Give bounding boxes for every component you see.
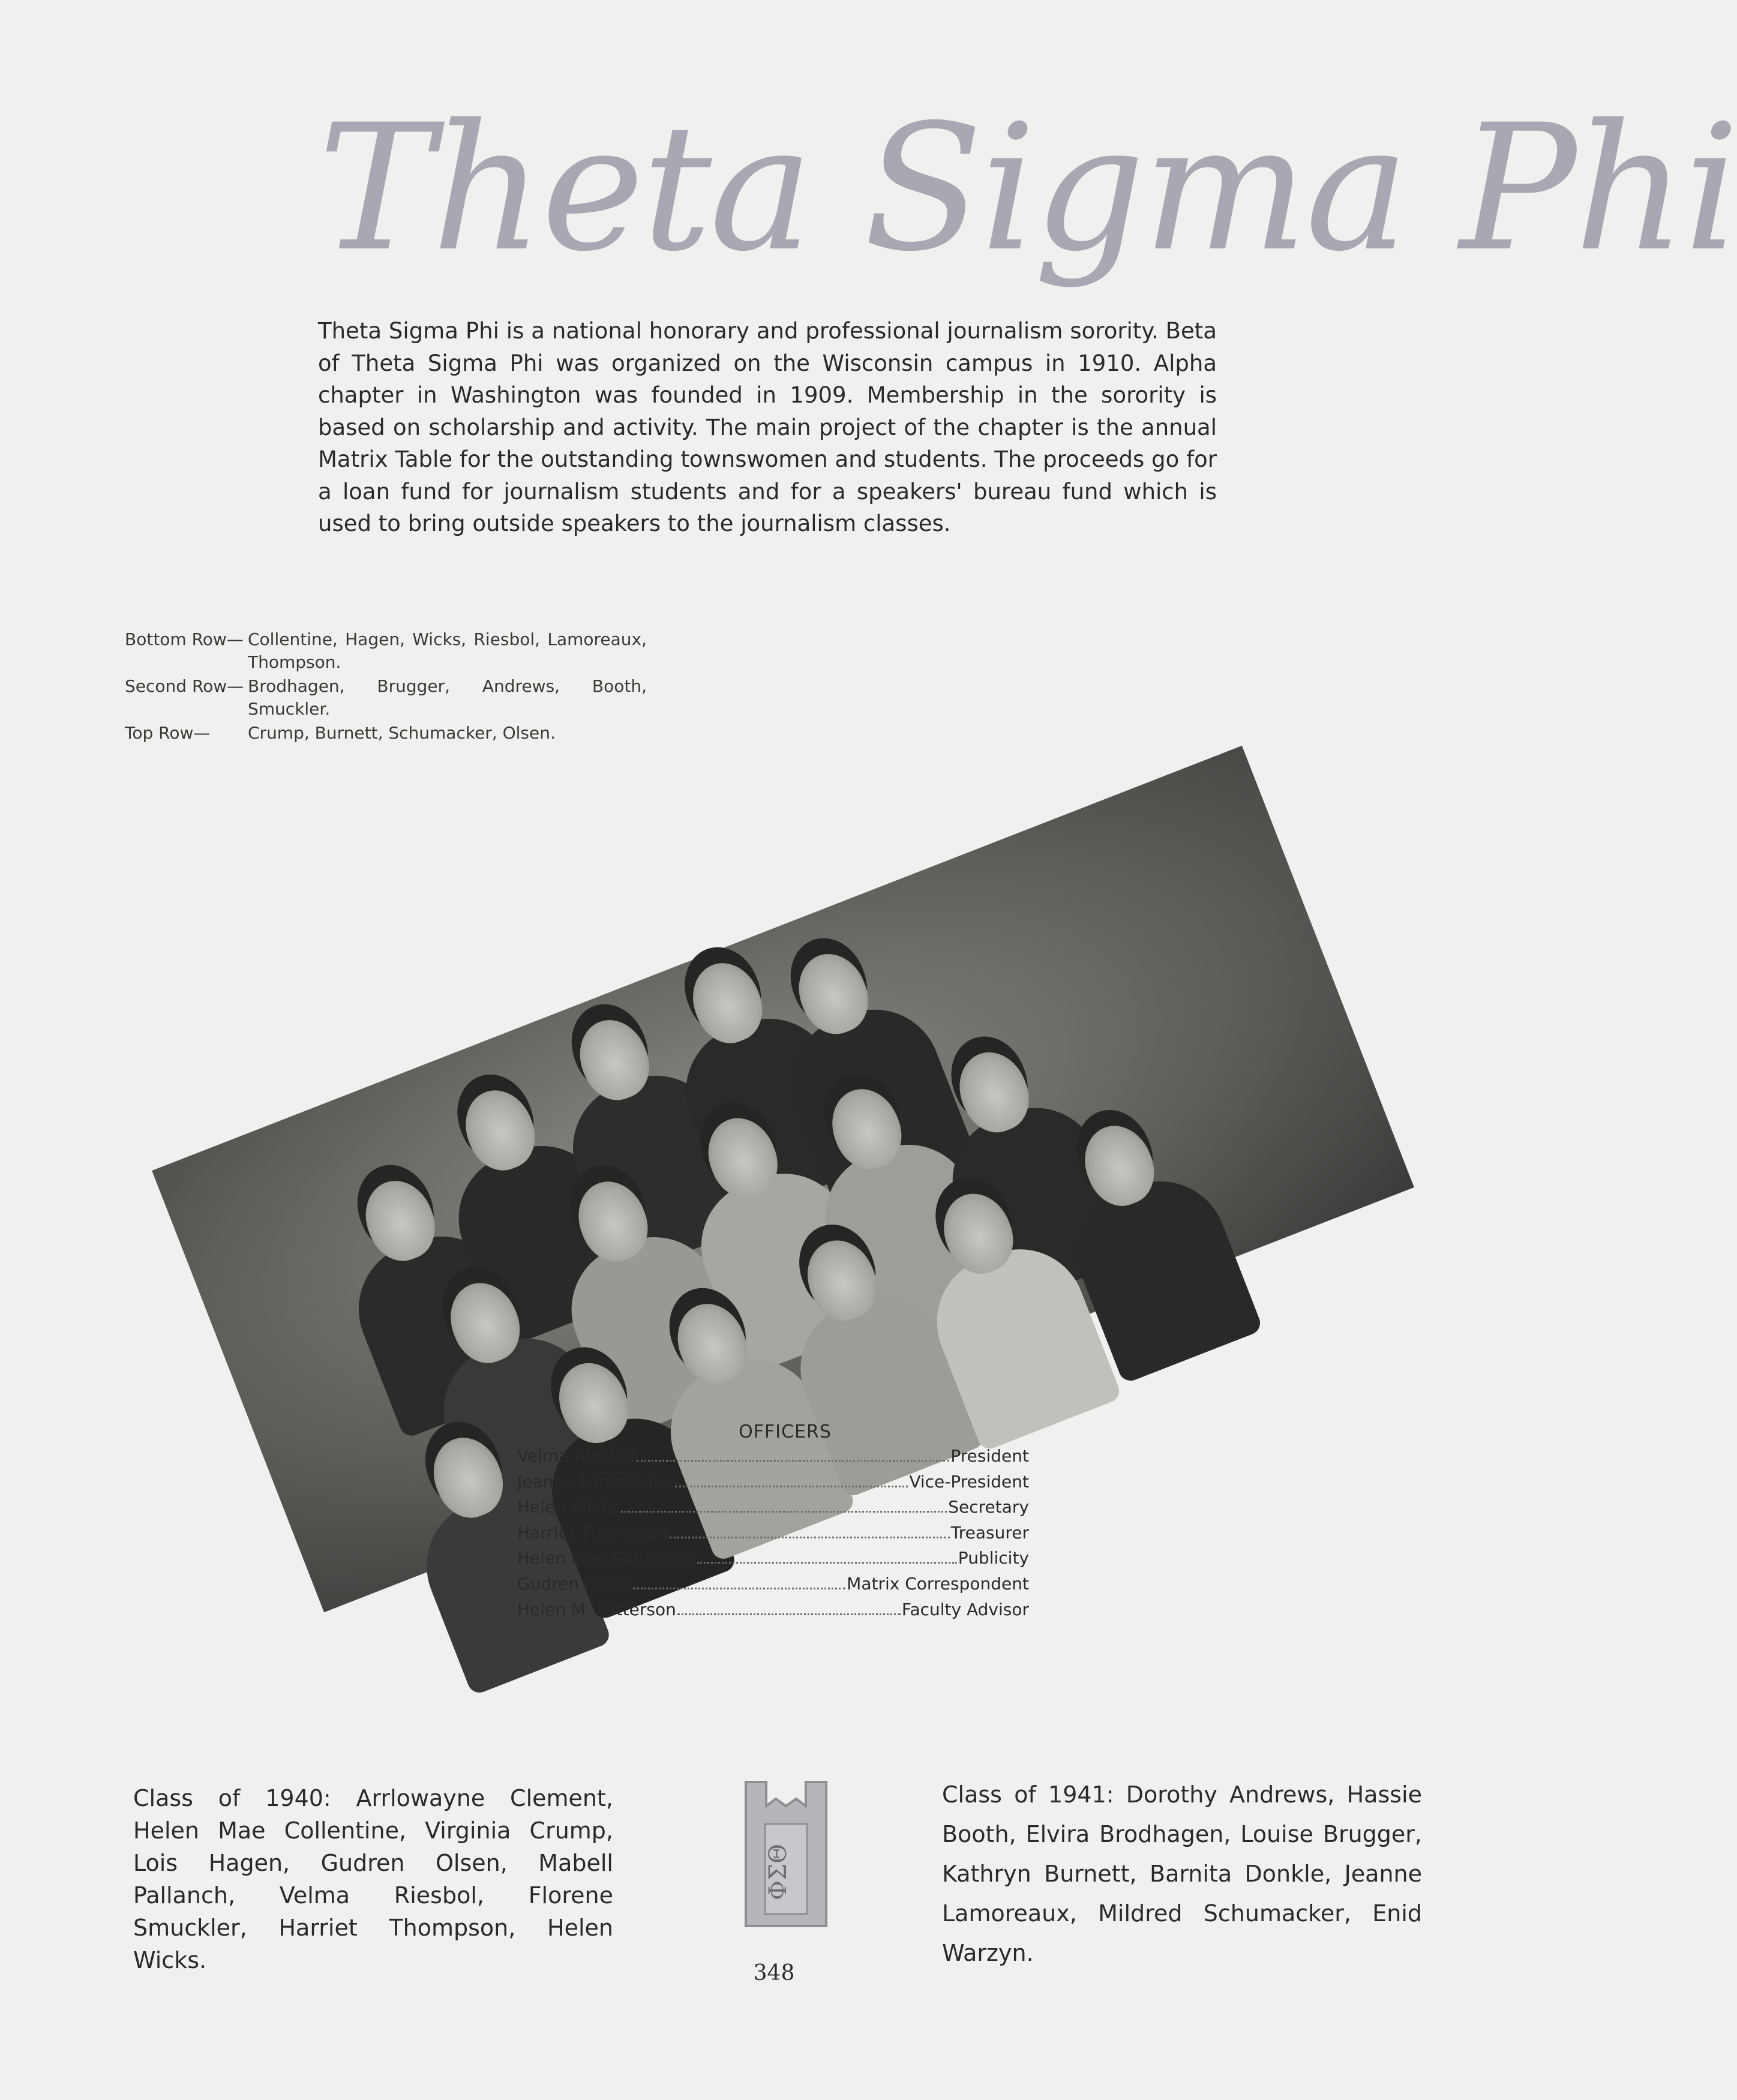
leader-dots: [697, 1562, 956, 1564]
officer-role: Publicity: [958, 1548, 1029, 1568]
class-of-1940: Class of 1940: Arrlowayne Clement, Helen Mae Collentine, Virginia Crump, Lois Hagen, Gudren Olsen, Mabell Pallanch, Velma Riesbol, Florene Smuckler, Harriet Thompson, Helen Wicks.: [133, 1785, 613, 1973]
officer-role: President: [950, 1446, 1029, 1466]
officer-role: Treasurer: [950, 1522, 1029, 1543]
caption-row-label: Bottom Row—: [125, 629, 244, 649]
leader-dots: [621, 1511, 947, 1513]
photo-caption: [125, 628, 647, 746]
caption-row-names: Crump, Burnett, Schumacker, Olsen.: [248, 723, 556, 743]
leader-dots: [675, 1486, 908, 1487]
officer-row: [517, 1446, 1029, 1472]
caption-row-names: Brodhagen, Brugger, Andrews, Booth, Smuckler.: [248, 676, 647, 719]
officer-role: Matrix Correspondent: [847, 1573, 1029, 1594]
officer-row: [517, 1574, 1029, 1600]
class-of-1941: Class of 1941: Dorothy Andrews, Hassie Booth, Elvira Brodhagen, Louise Brugger, Kathryn Burnett, Barnita Donkle, Jeanne Lamoreaux, Mildred Schumacker, Enid Warzyn.: [942, 1781, 1422, 1966]
caption-row-second: [125, 675, 647, 721]
caption-row-bottom: [125, 628, 647, 674]
page-title: Theta Sigma Phi: [318, 88, 1737, 290]
officer-row: [517, 1548, 1029, 1574]
officer-name: Jeanne Lamoreaux: [517, 1471, 674, 1492]
officer-name: Velma Riesbol: [517, 1446, 636, 1466]
officer-role: Faculty Advisor: [901, 1599, 1029, 1619]
crest-letters: ΦΣΘ: [764, 1844, 792, 1900]
officers-heading: OFFICERS: [739, 1421, 832, 1442]
officer-name: Helen M. Patterson: [517, 1599, 676, 1619]
officer-row: [517, 1472, 1029, 1498]
caption-row-top: [125, 722, 647, 745]
leader-dots: [637, 1460, 949, 1462]
officer-name: Gudren Olsen: [517, 1573, 632, 1594]
officer-name: Helen Wicks: [517, 1497, 620, 1517]
officer-name: Helen Mae Collentine: [517, 1548, 697, 1568]
officers-list: [517, 1421, 1029, 1625]
intro-paragraph: Theta Sigma Phi is a national honorary and professional journalism sorority. Beta of Theta Sigma Phi was organized on the Wisconsin campus in 1910. Alpha chapter in Washington was founded in 1909. Membership in the sorority is based on scholarship and activity. The main project of the chapter is the annual Matrix Table for the outstanding townswomen and students. The proceeds go for a loan fund for journalism students and for a speakers' bureau fund which is used to bring outside speakers to the journalism classes.: [318, 318, 1217, 536]
leader-dots: [677, 1613, 901, 1615]
officer-row: [517, 1600, 1029, 1625]
caption-row-label: Top Row—: [125, 723, 211, 743]
leader-dots: [670, 1537, 950, 1538]
page-number: 348: [753, 1961, 795, 1985]
caption-row-names: Collentine, Hagen, Wicks, Riesbol, Lamoreaux, Thompson.: [248, 629, 647, 672]
officer-role: Vice-President: [909, 1471, 1029, 1492]
caption-row-label: Second Row—: [125, 676, 244, 696]
officer-row: [517, 1523, 1029, 1549]
officer-role: Secretary: [948, 1497, 1029, 1517]
officer-row: [517, 1497, 1029, 1523]
leader-dots: [633, 1588, 845, 1589]
officer-name: Harriet Thompson: [517, 1522, 669, 1543]
sorority-crest-icon: [741, 1782, 831, 1926]
